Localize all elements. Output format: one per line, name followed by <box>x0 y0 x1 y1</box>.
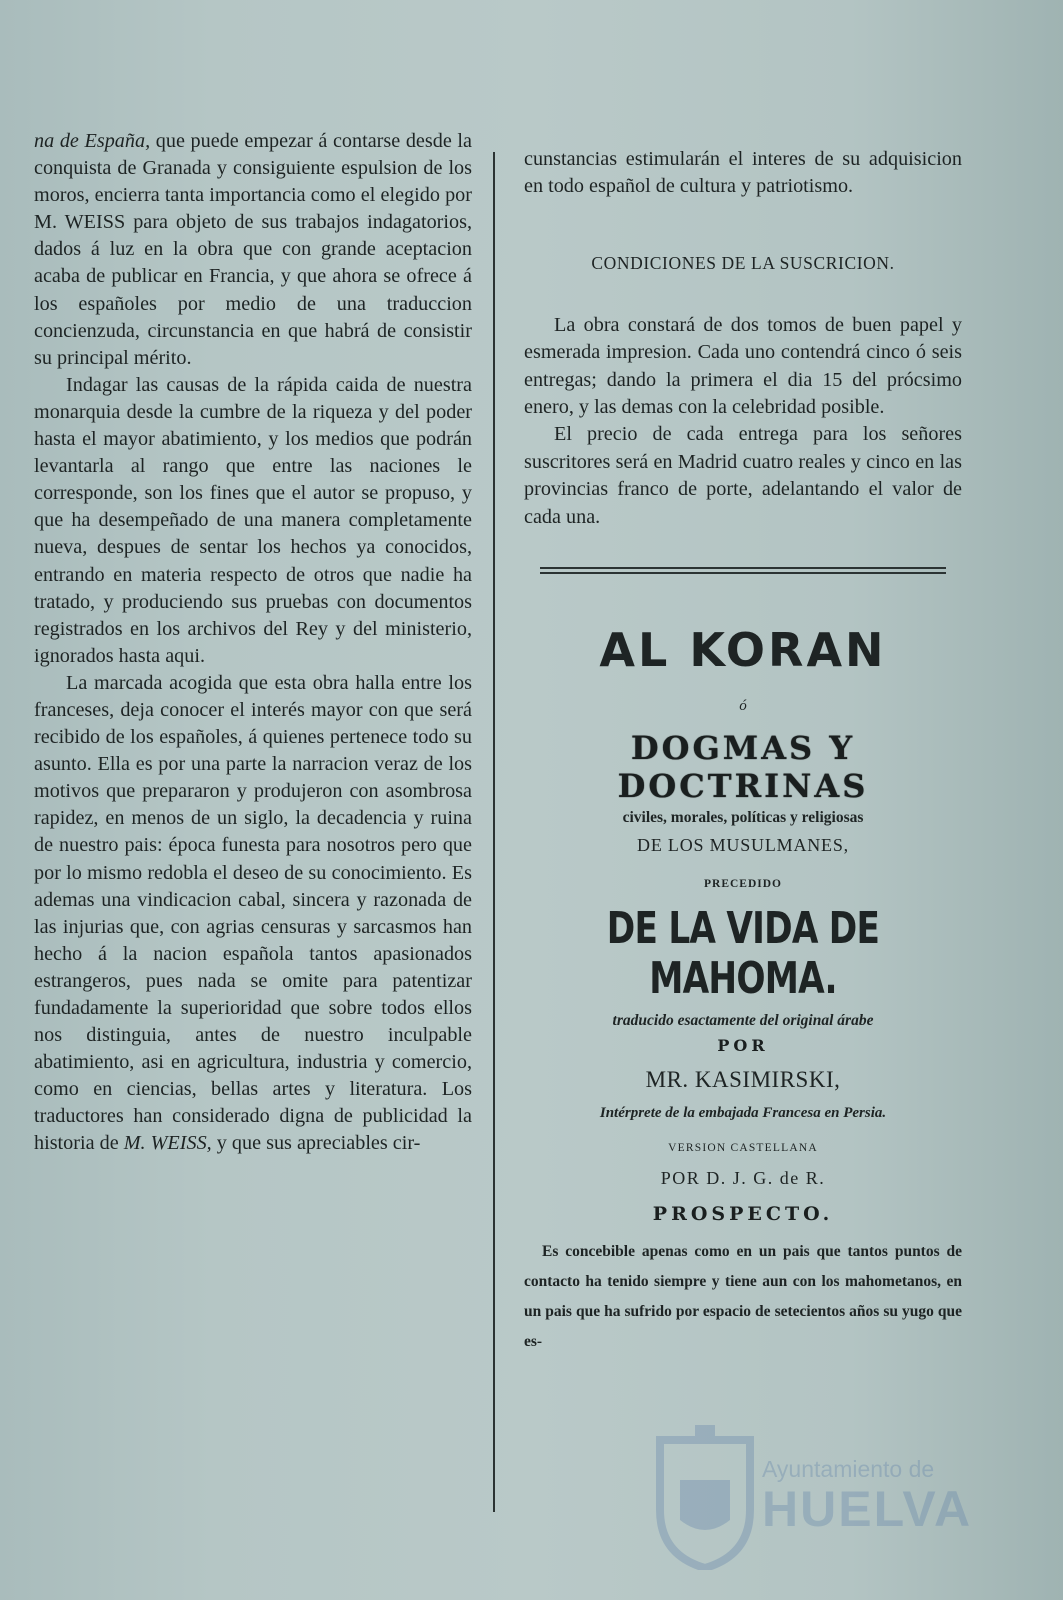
paragraph-1-text: que puede empezar á contarse desde la conquista de Granada y consiguiente espulsion de los moros, encierra tanta importancia como el elegido por M. WEISS para objeto de sus trabajos indagatorios, dados á luz en la obra que con grande aceptacion acaba de publicar en Francia, y que ahora se ofrece á los españoles por medio de una traduccion concienzuda, circunstancia en que habrá de consistir su principal mérito. <box>34 130 473 369</box>
paragraph-3 <box>34 670 472 1158</box>
title-precedido: PRECEDIDO <box>703 878 782 891</box>
paragraph-2: Indagar las causas de la rápida caida de nuestra monarquia desde la cumbre de la riqueza y del poder hasta el mayor abatimiento, y los medios que podrán levantarla al rango que entre las naciones le corresponde, son los fines que el autor se propuso, y que ha desempeñado de una manera completamente nueva, despues de sentar los hechos ya conocidos, entrando en materia respecto de otros que nadie ha tratado, y produciendo sus pruebas con documentos registrados en los archivos del Rey y del ministerio, ignorados hasta aqui. <box>34 373 472 667</box>
column-divider <box>493 152 495 1512</box>
right-column <box>524 146 962 1373</box>
title-traducido: traducido esactamente del original árabe <box>612 1012 874 1030</box>
title-o: ó <box>739 698 747 715</box>
left-column <box>34 128 472 1158</box>
paragraph-3-text: La marcada acogida que esta obra halla entre los franceses, deja conocer el interés mayor con que será recibido de los españoles, á quienes pertenece todo su asunto. Ella es por una parte la narracion veraz de los motivos que prepararon y produjeron con asombrosa rapidez, en menos de un siglo, la decadencia y ruina de nuestro pais: época funesta para nosotros pero que por lo mismo redobla el deseo de su conocimiento. Es ademas una vindicacion cabal, sincera y razonada de las injurias que, con agrias censuras y sarcasmos han hecho á la nacion española tantos apasionados estrangeros, pues nada se omite para patentizar fundadamente la superioridad que sobre todos ellos nos distinguia, antes de nuestro inculpable abatimiento, asi en agricultura, industria y comercio, como en ciencias, bellas artes y literatura. Los traductores han considerado digna de publicidad la historia de <box>34 671 472 1155</box>
coat-of-arms-icon <box>650 1420 760 1570</box>
stamp-line-1: Ayuntamiento de <box>762 1456 935 1482</box>
title-civiles: civiles, morales, políticas y religiosas <box>622 809 864 827</box>
conditions-paragraph-1: La obra constará de dos tomos de buen papel y esmerada impresion. Cada uno contendrá cinco ó seis entregas; dando la primera el dia 15 del prócsimo enero, y las demas con la celebridad posible. <box>524 313 962 419</box>
title-translator: POR D. J. G. de R. <box>660 1168 826 1189</box>
title-prospecto: PROSPECTO. <box>652 1203 834 1226</box>
paragraph-1 <box>34 128 472 372</box>
title-interprete: Intérprete de la embajada Francesa en Persia. <box>599 1105 887 1122</box>
paragraph-3-italic-author: M. WEISS, <box>123 1132 212 1155</box>
title-al-koran: AL KORAN <box>599 623 887 678</box>
title-vida-de-mahoma: DE LA VIDA DE MAHOMA. <box>606 903 880 1005</box>
prospecto-paragraph: Es concebible apenas como en un pais que tantos puntos de contacto ha tenido siempre y tiene aun con los mahometanos, en un pais que ha sufrido por espacio de setecientos años su yugo que es- <box>524 1243 962 1351</box>
title-musulmanes: DE LOS MUSULMANES, <box>637 835 849 856</box>
conditions-heading: CONDICIONES DE LA SUSCRICION. <box>591 252 895 273</box>
paragraph-continued: cunstancias estimularán el interes de su adquisicion en todo español de cultura y patriotismo. <box>524 148 962 198</box>
title-version: VERSION CASTELLANA <box>668 1142 818 1155</box>
title-dogmas: DOGMAS Y DOCTRINAS <box>617 729 869 806</box>
title-por: POR <box>717 1036 769 1056</box>
conditions-paragraph-2: El precio de cada entrega para los señores suscritores será en Madrid cuatro reales y cinco en las provincias franco de porte, adelantando el valor de cada una. <box>524 423 962 528</box>
paragraph-3-end: y que sus apreciables cir- <box>216 1132 421 1155</box>
double-rule-divider <box>540 567 946 574</box>
title-author: MR. KASIMIRSKI, <box>645 1067 841 1093</box>
huelva-watermark-stamp <box>650 1420 980 1590</box>
stamp-line-2: HUELVA <box>762 1481 973 1537</box>
paragraph-1-italic-start: na de España, <box>34 130 151 152</box>
